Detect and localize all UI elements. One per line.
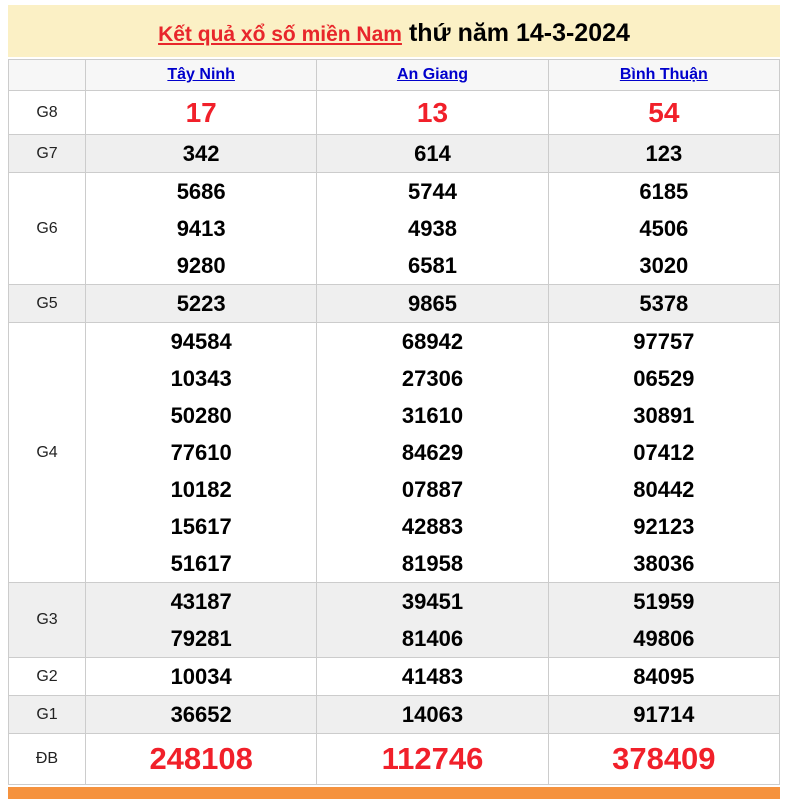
- prize-row-db: [9, 734, 780, 785]
- prize-number: 81958: [401, 551, 464, 576]
- province-link-binh-thuan[interactable]: Bình Thuận: [619, 66, 708, 83]
- prize-number: 5223: [176, 291, 226, 316]
- prize-row-g7: [9, 135, 780, 173]
- prize-values-cell: [86, 734, 317, 785]
- prize-number: 36652: [170, 702, 232, 727]
- prize-values-cell: [548, 91, 779, 135]
- header-row: [9, 60, 780, 91]
- prize-number: 31610: [401, 403, 464, 428]
- prize-row-g2: [9, 658, 780, 696]
- prize-row-g4: [9, 323, 780, 583]
- prize-number: 43187: [170, 589, 232, 614]
- prize-number: 10343: [170, 366, 232, 391]
- prize-label-db: ĐB: [9, 734, 86, 785]
- prize-values-cell: [86, 696, 317, 734]
- province-link-an-giang[interactable]: An Giang: [396, 66, 469, 83]
- prize-number: 5378: [639, 291, 689, 316]
- prize-number: 3020: [639, 253, 689, 278]
- prize-values-cell: [317, 285, 548, 323]
- prize-number: 51617: [170, 551, 232, 576]
- prize-number: 80442: [633, 477, 695, 502]
- prize-number: 14063: [401, 702, 464, 727]
- prize-values-cell: [317, 734, 548, 785]
- prize-row-g1: [9, 696, 780, 734]
- prize-values-cell: [548, 135, 779, 173]
- prize-values-cell: [548, 734, 779, 785]
- prize-number: 10034: [170, 664, 232, 689]
- prize-number: 15617: [170, 514, 232, 539]
- prize-number: 17: [185, 97, 217, 128]
- prize-number: 54: [648, 97, 680, 128]
- prize-values-cell: [548, 285, 779, 323]
- prize-number: 42883: [401, 514, 464, 539]
- prize-number: 84095: [633, 664, 695, 689]
- prize-number: 248108: [149, 741, 253, 776]
- results-header: [9, 60, 780, 91]
- prize-number: 50280: [170, 403, 232, 428]
- prize-number: 9865: [408, 291, 457, 316]
- prize-number: 06529: [633, 366, 695, 391]
- prize-number: 5686: [176, 179, 226, 204]
- prize-row-g8: [9, 91, 780, 135]
- prize-column-header: [9, 60, 86, 91]
- prize-label-g6: G6: [9, 173, 86, 285]
- title-date-text: thứ năm 14-3-2024: [408, 19, 630, 47]
- prize-number: 342: [182, 141, 220, 166]
- prize-number: 81406: [401, 626, 464, 651]
- prize-number: 38036: [633, 551, 695, 576]
- prize-number: 92123: [633, 514, 695, 539]
- prize-values-cell: [548, 658, 779, 696]
- prize-values-cell: [317, 323, 548, 583]
- prize-values-cell: [317, 91, 548, 135]
- title-link[interactable]: Kết quả xổ số miền Nam: [158, 23, 402, 46]
- prize-number: 79281: [170, 626, 232, 651]
- prize-number: 13: [416, 97, 449, 128]
- prize-number: 614: [414, 141, 451, 166]
- prize-label-g4: G4: [9, 323, 86, 583]
- prize-number: 6581: [408, 253, 457, 278]
- province-link-tay-ninh[interactable]: Tây Ninh: [167, 66, 235, 83]
- prize-number: 68942: [401, 329, 464, 354]
- prize-number: 112746: [381, 741, 484, 776]
- prize-number: 97757: [633, 329, 695, 354]
- prize-values-cell: [86, 135, 317, 173]
- prize-number: 9413: [176, 216, 226, 241]
- prize-values-cell: [317, 583, 548, 658]
- prize-row-g6: [9, 173, 780, 285]
- prize-number: 6185: [639, 179, 689, 204]
- prize-values-cell: [86, 91, 317, 135]
- prize-values-cell: [317, 173, 548, 285]
- prize-number: 123: [645, 141, 683, 166]
- prize-label-g8: G8: [9, 91, 86, 135]
- prize-values-cell: [548, 173, 779, 285]
- prize-values-cell: [317, 658, 548, 696]
- prize-label-g5: G5: [9, 285, 86, 323]
- prize-number: 94584: [170, 329, 232, 354]
- prize-label-g3: G3: [9, 583, 86, 658]
- prize-values-cell: [317, 696, 548, 734]
- prize-values-cell: [86, 285, 317, 323]
- prize-number: 77610: [170, 440, 232, 465]
- prize-row-g5: [9, 285, 780, 323]
- prize-values-cell: [86, 323, 317, 583]
- prize-label-g2: G2: [9, 658, 86, 696]
- prize-values-cell: [548, 583, 779, 658]
- prize-number: 07887: [401, 477, 464, 502]
- prize-number: 91714: [633, 702, 695, 727]
- prize-label-g1: G1: [9, 696, 86, 734]
- prize-number: 4506: [639, 216, 689, 241]
- prize-number: 5744: [408, 179, 457, 204]
- prize-number: 07412: [633, 440, 695, 465]
- province-header-binh-thuan: [548, 60, 779, 91]
- province-header-tay-ninh: [86, 60, 317, 91]
- prize-label-g7: G7: [9, 135, 86, 173]
- prize-values-cell: [317, 135, 548, 173]
- prize-number: 9280: [176, 253, 226, 278]
- prize-values-cell: [86, 173, 317, 285]
- prize-number: 378409: [612, 741, 716, 776]
- prize-number: 51959: [633, 589, 695, 614]
- prize-number: 41483: [401, 664, 464, 689]
- province-header-an-giang: [317, 60, 548, 91]
- prize-values-cell: [86, 658, 317, 696]
- prize-number: 10182: [170, 477, 232, 502]
- prize-number: 27306: [401, 366, 464, 391]
- prize-number: 49806: [633, 626, 695, 651]
- title-band: [8, 5, 780, 57]
- prize-number: 30891: [633, 403, 695, 428]
- prize-number: 84629: [401, 440, 464, 465]
- prize-values-cell: [86, 583, 317, 658]
- prize-number: 39451: [401, 589, 464, 614]
- prize-row-g3: [9, 583, 780, 658]
- prize-values-cell: [548, 696, 779, 734]
- results-body: [9, 91, 780, 785]
- results-table: [8, 59, 780, 785]
- prize-number: 4938: [408, 216, 457, 241]
- prize-values-cell: [548, 323, 779, 583]
- bottom-section-bar-clipped: [8, 787, 780, 799]
